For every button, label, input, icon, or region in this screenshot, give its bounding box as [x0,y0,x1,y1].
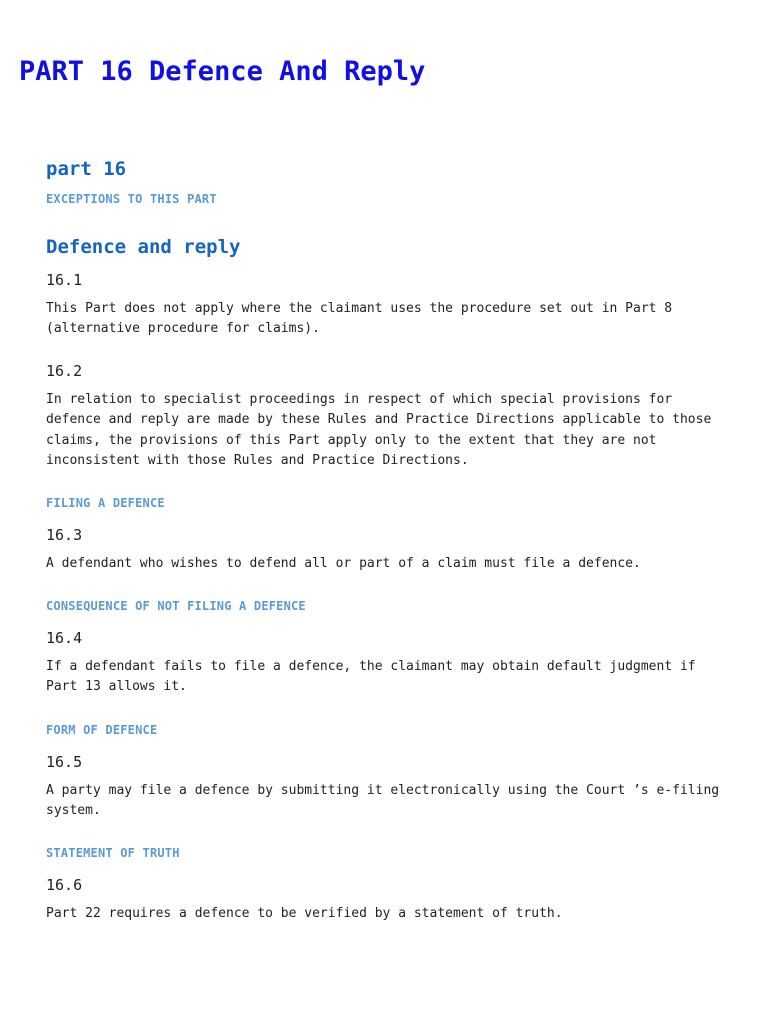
rule-number: 16.5 [46,752,83,771]
rule-number: 16.2 [46,361,83,380]
rule-text: A party may file a defence by submitting it electronically using the Court ’s e-filing system. [46,782,720,819]
rule-number: 16.1 [46,271,83,289]
section-heading-form: FORM OF DEFENCE [46,722,158,737]
exceptions-label: EXCEPTIONS TO THIS PART [46,192,217,206]
rule-text: If a defendant fails to file a defence, the claimant may obtain default judgment if Part 13 allows it. [46,658,696,695]
rule-number: 16.4 [46,628,83,647]
rule-number: 16.3 [46,526,83,545]
document-body [46,156,756,925]
section-heading-consequence: CONSEQUENCE OF NOT FILING A DEFENCE [46,598,306,613]
chapter-heading: Defence and reply [46,236,241,258]
part-heading: part 16 [46,158,127,180]
section-heading-statement: STATEMENT OF TRUTH [46,846,180,861]
section-heading-filing: FILING A DEFENCE [46,496,165,511]
rule-number: 16.6 [46,876,83,895]
rule-text: Part 22 requires a defence to be verified by a statement of truth. [46,906,563,922]
rule-text: This Part does not apply where the claimant uses the procedure set out in Part 8 (alternative procedure for claims). [46,301,673,337]
rule-text: In relation to specialist proceedings in respect of which special provisions for defence and reply are made by these Rules and Practice Directions applicable to those claims, the provisions of this Part apply only to the extent that they are not inconsistent with those Rules and Practice Directions. [46,391,712,469]
page-title: PART 16 Defence And Reply [19,56,426,87]
rule-text: A defendant who wishes to defend all or part of a claim must file a defence. [46,556,641,572]
